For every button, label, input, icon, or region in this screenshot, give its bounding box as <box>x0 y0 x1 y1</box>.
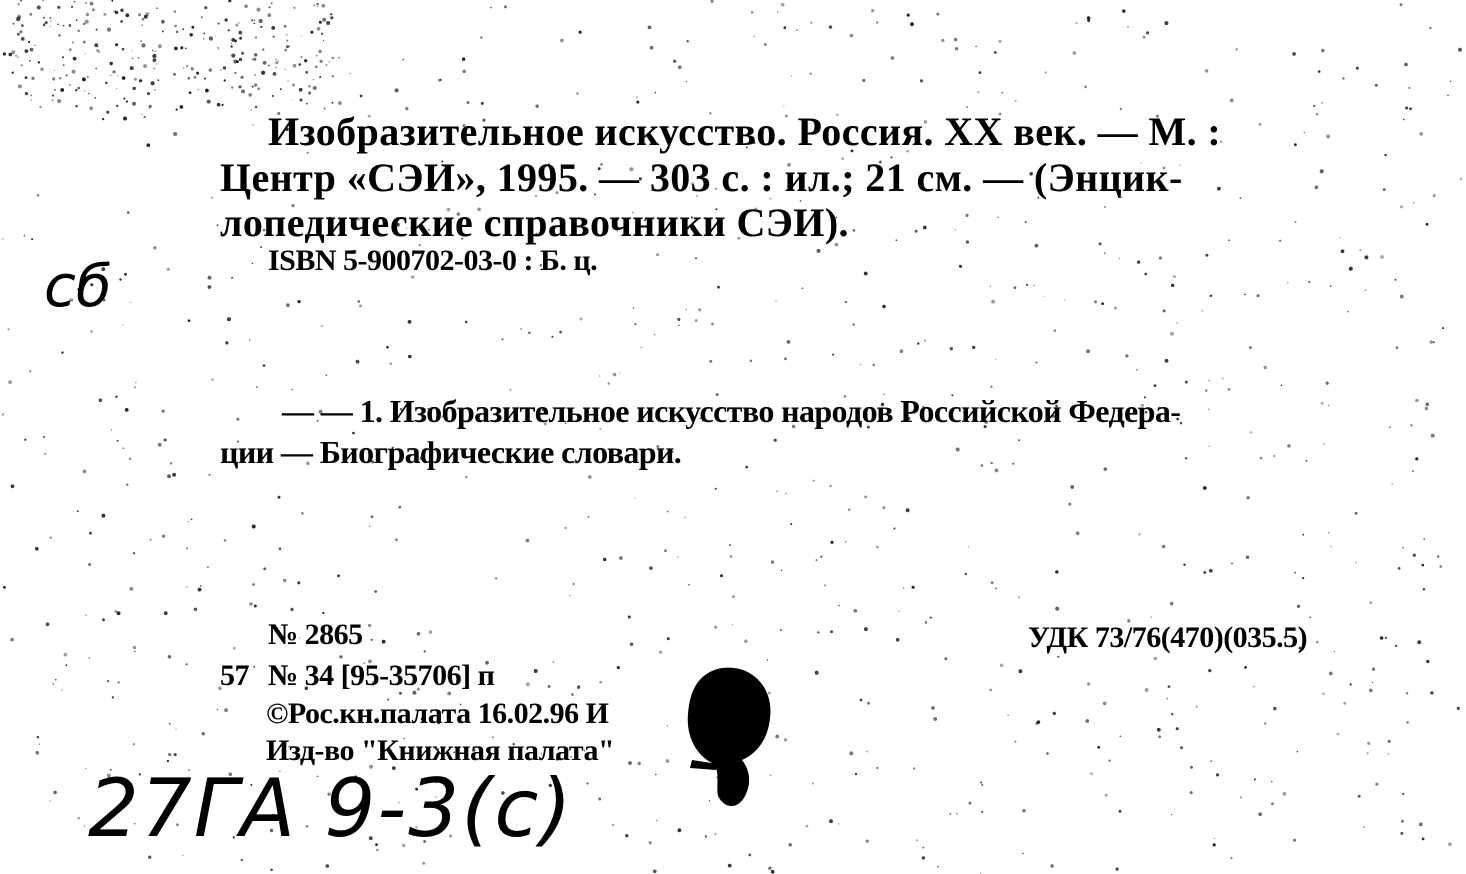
handwritten-shelf-code: 27ГА 9-3(с) <box>88 762 574 855</box>
subject-line-2: ции — Биографические словари. <box>220 434 682 470</box>
line-57-prefix: 57 <box>220 659 249 692</box>
ink-blot <box>670 660 790 820</box>
handwritten-side-mark: сб <box>44 252 112 320</box>
title-line-3: лопедические справочники СЭИ). <box>220 200 849 245</box>
title-line-1: Изобразительное искусство. Россия. XX век. — М. : <box>268 109 1222 154</box>
registration-number: № 2865 <box>268 618 363 651</box>
subject-line-1: — — 1. Изобразительное искусство народов Российской Федера- <box>282 393 1181 429</box>
isbn-line: ISBN 5-900702-03-0 : Б. ц. <box>268 244 598 277</box>
card-number-line: № 34 [95-35706] п <box>268 659 495 692</box>
copyright-line: ©Рос.кн.палата 16.02.96 И <box>266 697 609 730</box>
title-line-2: Центр «СЭИ», 1995. — 303 с. : ил.; 21 см. — (Энцик- <box>220 155 1183 200</box>
publisher-line: Изд-во "Книжная палата" <box>266 734 615 767</box>
udk-code: УДК 73/76(470)(035.5) <box>1028 621 1308 654</box>
